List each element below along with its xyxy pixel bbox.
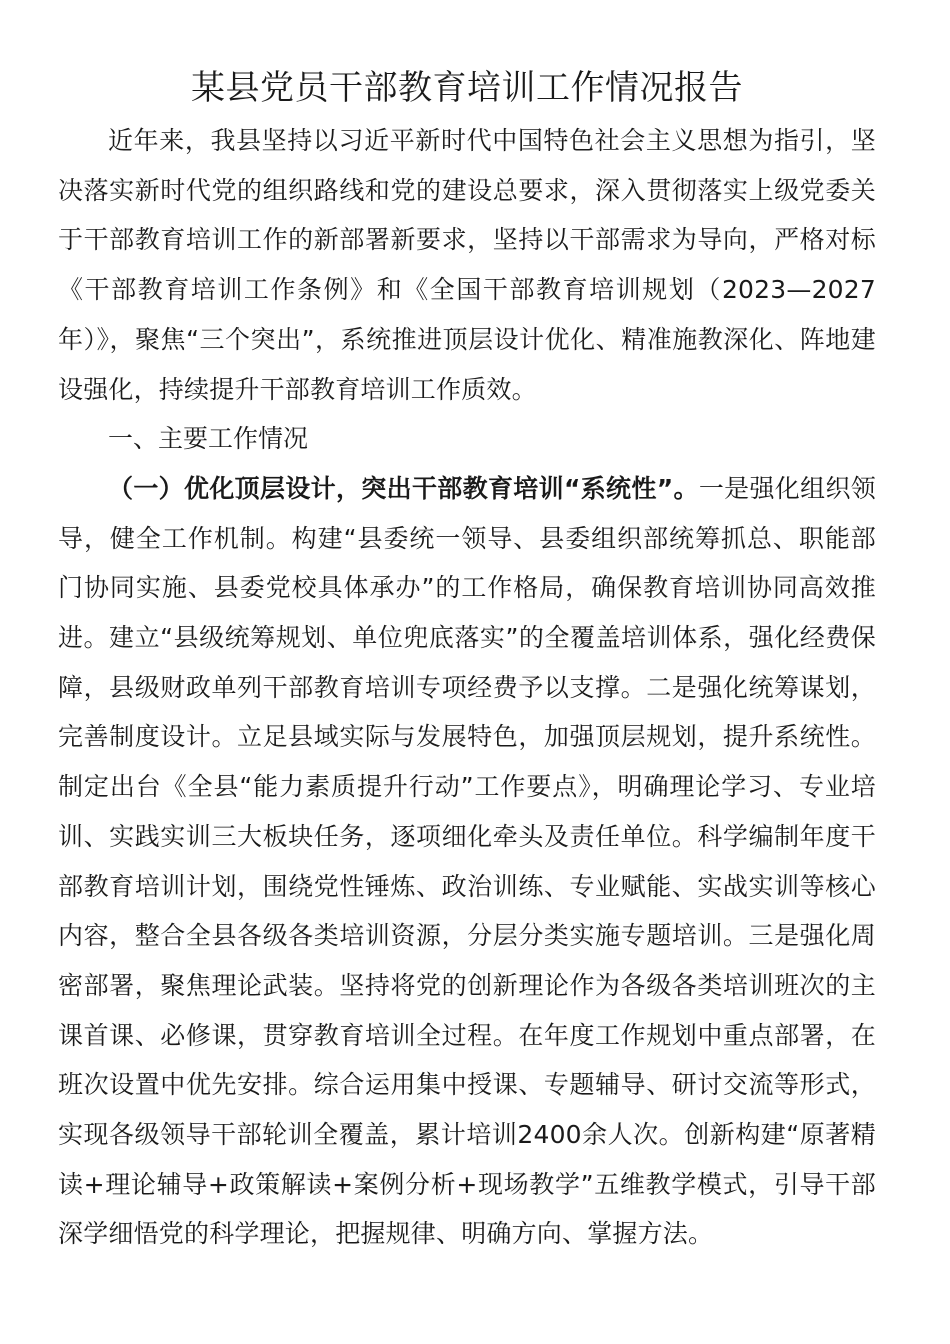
subsection-paragraph (58, 464, 876, 1259)
subsection-body: 一是强化组织领导，健全工作机制。构建“县委统一领导、县委组织部统筹抓总、职能部门协同实施、县委党校具体承办”的工作格局，确保教育培训协同高效推进。建立“县级统筹规划、单位兜底落实”的全覆盖培训体系，强化经费保障，县级财政单列干部教育培训专项经费予以支撑。二是强化统筹谋划，完善制度设计。立足县域实际与发展特色，加强顶层规划，提升系统性。制定出台《全县“能力素质提升行动”工作要点》，明确理论学习、专业培训、实践实训三大板块任务，逐项细化牵头及责任单位。科学编制年度干部教育培训计划，围绕党性锤炼、政治训练、专业赋能、实战实训等核心内容，整合全县各级各类培训资源，分层分类实施专题培训。三是强化周密部署，聚焦理论武装。坚持将党的创新理论作为各级各类培训班次的主课首课、必修课，贯穿教育培训全过程。在年度工作规划中重点部署，在班次设置中优先安排。综合运用集中授课、专题辅导、研讨交流等形式，实现各级领导干部轮训全覆盖，累计培训2400余人次。创新构建“原著精读+理论辅导+政策解读+案例分析+现场教学”五维教学模式，引导干部深学细悟党的科学理论，把握规律、明确方向、掌握方法。 (58, 473, 876, 1249)
subsection-heading: （一）优化顶层设计，突出干部教育培训“系统性”。 (108, 473, 699, 503)
document-title: 某县党员干部教育培训工作情况报告 (191, 68, 743, 108)
intro-paragraph: 近年来，我县坚持以习近平新时代中国特色社会主义思想为指引，坚决落实新时代党的组织路线和党的建设总要求，深入贯彻落实上级党委关于干部教育培训工作的新部署新要求，坚持以干部需求为导向，严格对标《干部教育培训工作条例》和《全国干部教育培训规划（2023—2027年）》，聚焦“三个突出”，系统推进顶层设计优化、精准施教深化、阵地建设强化，持续提升干部教育培训工作质效。 (58, 126, 876, 404)
section-heading: 一、主要工作情况 (108, 424, 309, 454)
document-page (58, 66, 876, 1259)
